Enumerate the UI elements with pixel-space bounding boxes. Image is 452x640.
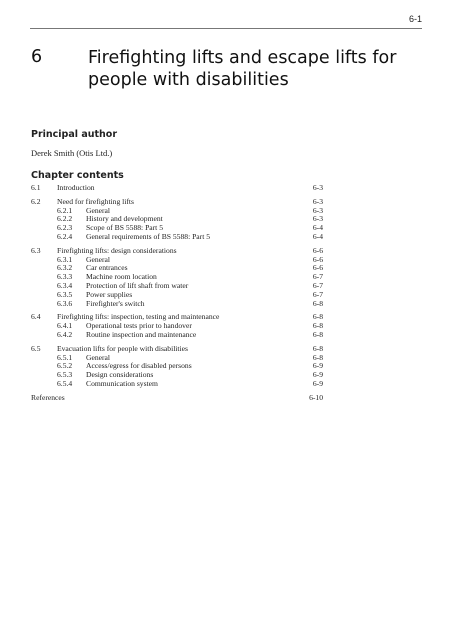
toc-subsection-number: 6.4.2 bbox=[57, 329, 73, 339]
toc-subsection-page: 6-8 bbox=[312, 298, 323, 308]
toc-subsection-row[interactable] bbox=[31, 233, 323, 242]
toc-group bbox=[31, 313, 323, 339]
table-of-contents bbox=[31, 184, 323, 403]
toc-subsection-page: 6-8 bbox=[312, 329, 323, 339]
toc-section-page: 6-3 bbox=[312, 183, 323, 192]
toc-section-number: 6.1 bbox=[31, 183, 41, 192]
toc-subsection-title: Scope of BS 5588: Part 5 bbox=[86, 223, 163, 233]
toc-subsection-page: 6-4 bbox=[312, 231, 323, 241]
toc-subsection-number: 6.2.3 bbox=[57, 223, 73, 233]
toc-subsection-row[interactable] bbox=[31, 362, 323, 371]
chapter-title: Firefighting lifts and escape lifts for people with disabilities bbox=[88, 48, 397, 90]
toc-subsection-page: 6-8 bbox=[312, 352, 323, 362]
references-title: References bbox=[31, 392, 65, 402]
toc-section-page: 6-3 bbox=[312, 196, 323, 206]
toc-section-row[interactable] bbox=[31, 345, 323, 354]
toc-subsection-page: 6-6 bbox=[312, 254, 323, 264]
toc-subsection-title: General bbox=[86, 352, 111, 362]
toc-subsection-page: 6-4 bbox=[312, 223, 323, 233]
toc-section-page: 6-8 bbox=[312, 312, 323, 322]
toc-subsection-title: Car entrances bbox=[86, 263, 128, 273]
toc-subsection-title: General bbox=[86, 254, 111, 264]
toc-subsection-number: 6.2.1 bbox=[57, 205, 73, 215]
toc-subsection-number: 6.2.2 bbox=[57, 214, 73, 224]
toc-subsection-row[interactable] bbox=[31, 207, 323, 216]
toc-subsection-page: 6-9 bbox=[312, 378, 323, 388]
toc-subsection-title: Access/egress for disabled persons bbox=[86, 361, 192, 371]
toc-subsection-title: General requirements of BS 5588: Part 5 bbox=[86, 231, 211, 241]
toc-section-number: 6.3 bbox=[31, 245, 41, 255]
toc-subsection-row[interactable] bbox=[31, 380, 323, 389]
toc-section-number: 6.2 bbox=[31, 196, 41, 206]
toc-subsection-number: 6.3.6 bbox=[57, 298, 73, 308]
toc-subsection-row[interactable] bbox=[31, 264, 323, 273]
toc-subsection-page: 6-7 bbox=[312, 280, 323, 290]
page-number: 6-1 bbox=[408, 14, 422, 24]
principal-author-heading: Principal author bbox=[31, 129, 118, 140]
header-rule bbox=[30, 28, 422, 29]
toc-subsection-number: 6.5.3 bbox=[57, 370, 73, 380]
toc-subsection-title: Operational tests prior to handover bbox=[86, 321, 192, 331]
toc-subsection-number: 6.5.2 bbox=[57, 361, 73, 371]
toc-subsection-page: 6-6 bbox=[312, 263, 323, 273]
toc-subsection-row[interactable] bbox=[31, 215, 323, 224]
toc-section-row[interactable] bbox=[31, 198, 323, 207]
toc-subsection-number: 6.4.1 bbox=[57, 321, 73, 331]
toc-section-row[interactable] bbox=[31, 247, 323, 256]
toc-subsection-number: 6.5.4 bbox=[57, 378, 73, 388]
toc-subsection-page: 6-3 bbox=[312, 214, 323, 224]
toc-subsection-page: 6-8 bbox=[312, 321, 323, 331]
toc-subsection-title: General bbox=[86, 205, 111, 215]
toc-section-title: Introduction bbox=[57, 183, 95, 192]
toc-group bbox=[31, 198, 323, 242]
toc-subsection-title: Protection of lift shaft from water bbox=[86, 280, 189, 290]
toc-section-number: 6.4 bbox=[31, 312, 41, 322]
toc-section-title: Firefighting lifts: inspection, testing and maintenance bbox=[57, 312, 220, 322]
toc-subsection-number: 6.3.5 bbox=[57, 289, 73, 299]
references-page: 6-10 bbox=[309, 392, 323, 402]
toc-group bbox=[31, 247, 323, 309]
toc-section-page: 6-6 bbox=[312, 245, 323, 255]
toc-section-page: 6-8 bbox=[312, 343, 323, 353]
toc-group bbox=[31, 345, 323, 389]
toc-subsection-number: 6.3.3 bbox=[57, 272, 73, 282]
toc-subsection-page: 6-7 bbox=[312, 272, 323, 282]
toc-subsection-row[interactable] bbox=[31, 282, 323, 291]
toc-section-title: Firefighting lifts: design considerations bbox=[57, 245, 177, 255]
toc-subsection-row[interactable] bbox=[31, 331, 323, 340]
toc-subsection-title: Routine inspection and maintenance bbox=[86, 329, 197, 339]
toc-section-row[interactable] bbox=[31, 184, 323, 193]
references-row[interactable] bbox=[31, 394, 323, 403]
chapter-number: 6 bbox=[31, 47, 43, 67]
toc-subsection-row[interactable] bbox=[31, 256, 323, 265]
toc-subsection-number: 6.3.2 bbox=[57, 263, 73, 273]
toc-subsection-row[interactable] bbox=[31, 300, 323, 309]
principal-author-name: Derek Smith (Otis Ltd.) bbox=[31, 148, 113, 158]
toc-subsection-title: Power supplies bbox=[86, 289, 133, 299]
toc-subsection-page: 6-9 bbox=[312, 370, 323, 380]
toc-section-number: 6.5 bbox=[31, 343, 41, 353]
toc-subsection-title: Design considerations bbox=[86, 370, 154, 380]
toc-subsection-title: Firefighter's switch bbox=[86, 298, 145, 308]
toc-section-title: Need for firefighting lifts bbox=[57, 196, 134, 206]
toc-subsection-title: Machine room location bbox=[86, 272, 157, 282]
toc-subsection-row[interactable] bbox=[31, 291, 323, 300]
toc-subsection-number: 6.3.1 bbox=[57, 254, 73, 264]
toc-subsection-title: History and development bbox=[86, 214, 163, 224]
toc-subsection-title: Communication system bbox=[86, 378, 158, 388]
toc-subsection-number: 6.5.1 bbox=[57, 352, 73, 362]
contents-heading: Chapter contents bbox=[31, 170, 124, 181]
toc-subsection-number: 6.2.4 bbox=[57, 231, 73, 241]
toc-subsection-page: 6-9 bbox=[312, 361, 323, 371]
toc-subsection-page: 6-3 bbox=[312, 205, 323, 215]
toc-subsection-row[interactable] bbox=[31, 371, 323, 380]
toc-subsection-number: 6.3.4 bbox=[57, 280, 73, 290]
toc-subsection-page: 6-7 bbox=[312, 289, 323, 299]
toc-group bbox=[31, 184, 323, 193]
toc-section-title: Evacuation lifts for people with disabilities bbox=[57, 343, 188, 353]
